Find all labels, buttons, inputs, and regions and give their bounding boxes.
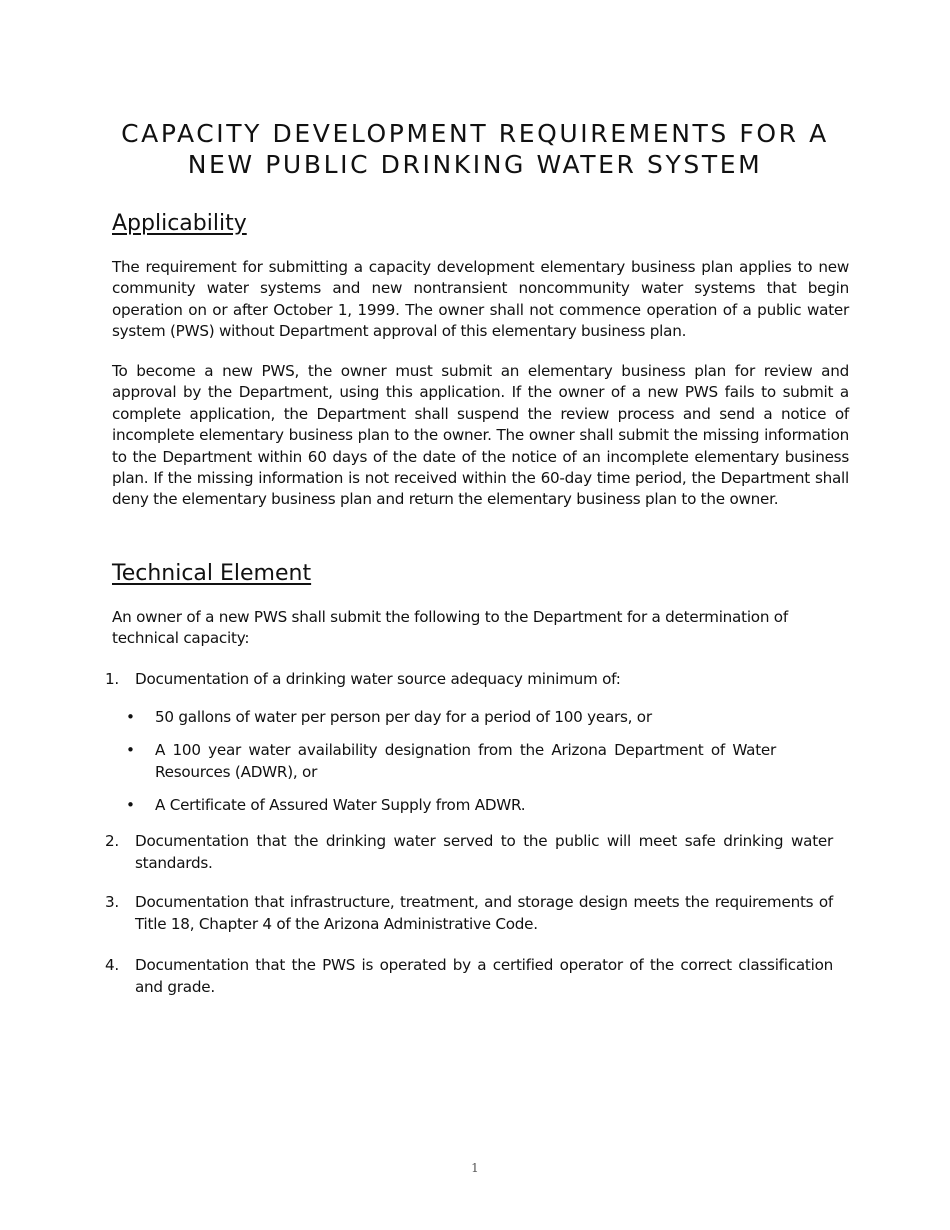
bullet-icon: •	[126, 708, 135, 726]
applicability-paragraph-1: The requirement for submitting a capacity development elementary business plan applies to new community water systems and new nontransient noncommunity water systems that begin operation on or after October 1, 1999. The owner shall not commence operation of a public water system (PWS) without Department approval of this elementary business plan.	[112, 258, 849, 341]
page-title	[0, 118, 950, 180]
list-item-text: Documentation that the PWS is operated by a certified operator of the correct classification and grade.	[135, 956, 833, 996]
bullet-text: A Certificate of Assured Water Supply from ADWR.	[155, 796, 526, 814]
list-item	[105, 669, 833, 691]
bullet-icon: •	[126, 796, 135, 814]
list-item-number: 4.	[105, 956, 119, 974]
list-item	[105, 955, 833, 998]
list-item-number: 2.	[105, 832, 119, 850]
bullet-item	[126, 740, 776, 783]
page-number: 1	[471, 1161, 479, 1175]
applicability-paragraph-2: To become a new PWS, the owner must submit an elementary business plan for review and approval by the Department, using this application. If the owner of a new PWS fails to submit a complete application, the Department shall suspend the review process and send a notice of incomplete elementary business plan to the owner. The owner shall submit the missing information to the Department within 60 days of the date of the notice of an incomplete elementary business plan. If the missing information is not received within the 60-day time period, the Department shall deny the elementary business plan and return the elementary business plan to the owner.	[112, 362, 849, 509]
list-item	[105, 831, 833, 874]
list-item-text: Documentation that infrastructure, treatment, and storage design meets the requirements of Title 18, Chapter 4 of the Arizona Administrative Code.	[135, 893, 833, 933]
list-item-text: Documentation that the drinking water served to the public will meet safe drinking water standards.	[135, 832, 833, 872]
title-line-1: CAPACITY DEVELOPMENT REQUIREMENTS FOR A	[121, 119, 829, 148]
list-item-number: 3.	[105, 893, 119, 911]
title-line-2: NEW PUBLIC DRINKING WATER SYSTEM	[187, 150, 763, 179]
list-item	[105, 892, 833, 935]
bullet-icon: •	[126, 741, 135, 759]
list-item-text: Documentation of a drinking water source adequacy minimum of:	[135, 670, 621, 688]
bullet-text: 50 gallons of water per person per day for a period of 100 years, or	[155, 708, 652, 726]
bullet-item	[126, 707, 776, 729]
bullet-item	[126, 795, 776, 817]
list-item-number: 1.	[105, 670, 119, 688]
technical-element-heading: Technical Element	[112, 561, 312, 586]
applicability-heading: Applicability	[112, 211, 247, 236]
bullet-text: A 100 year water availability designation from the Arizona Department of Water Resources (ADWR), or	[155, 741, 776, 781]
technical-intro: An owner of a new PWS shall submit the following to the Department for a determination of technical capacity:	[112, 608, 788, 648]
